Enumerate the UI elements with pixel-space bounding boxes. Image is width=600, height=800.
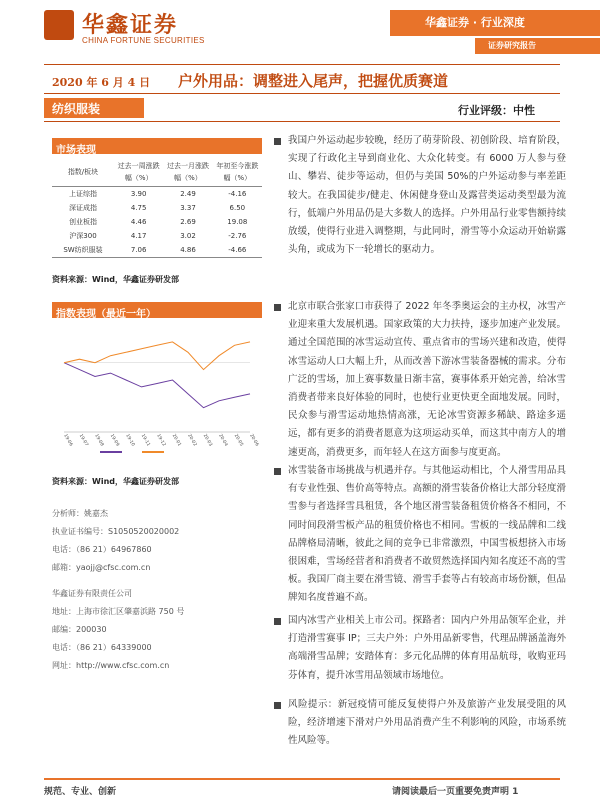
x-tick-label: 20-05 <box>232 433 244 448</box>
table-cell: 3.02 <box>180 232 196 240</box>
table-header-row <box>52 158 262 187</box>
table-cell: 2.49 <box>180 190 196 198</box>
chart-heading: 指数表现（最近一年） <box>56 309 156 320</box>
bullet-icon <box>274 138 281 145</box>
table-row <box>52 229 262 243</box>
table-cell: 4.46 <box>130 218 147 226</box>
paragraph-text: 风险提示：新冠疫情可能反复使得户外及旅游产业发展受阻的风险，经济增速下滑对户外用品消费产生不利影响的风险，市场系统性风险等。 <box>288 699 566 747</box>
column-header: 过去一周涨跌幅（%） <box>114 158 163 187</box>
paragraph-text: 北京市联合张家口市获得了 2022 年冬季奥运会的主办权，冰雪产业迎来重大发展机遇。国家政策的大力扶持，逐步加速产业发展。通过全国范围的冰雪运动宣传、重点省市的雪场兴建和改造，使得冰雪运动人口大幅上升，从而改善下游冰雪装备器械的需求。分布广泛的雪场，加上赛事数量日渐丰富，赛事体系开始完善，给冰雪消费者带来良好体验的同时，也使行业更快更全面地发展。同时，民众参与滑雪运动地热情高涨，无论冰雪资源多稀缺、路途多遥远，都有更多的消费者愿意为这项运动买单，而这其中南方人的增速更高，消费更多，而年轻人在这方面参与度更高。 <box>288 301 566 458</box>
series-line-1 <box>64 363 250 408</box>
table-cell: 3.37 <box>180 204 196 212</box>
sector-label: 纺织服装 <box>52 102 101 116</box>
company-website[interactable]: 网址：http://www.cfsc.com.cn <box>52 661 170 670</box>
x-tick-label: 19-09 <box>108 433 120 448</box>
legend-swatch-purple <box>100 451 122 453</box>
x-tick-label: 20-01 <box>170 433 182 448</box>
table-cell: -4.16 <box>228 190 247 198</box>
bullet-icon <box>274 468 281 475</box>
paragraph-text: 我国户外运动起步较晚，经历了萌芽阶段、初创阶段、培育阶段，实现了行政化主导到商业化、大众化转变。有 6000 万人参与登山、攀岩、徒步等运动，但仍与美国 50%的户外运动参与率差距较大。在我国徒步/健走、休闲健身登山及露营类运动类型最为流行，低端户外用品仍是大多数人的选择。户外用品行业零售额持续放缓，使得行业进入调整期，与此同时，滑雪等小众运动开始崭露头角，或成为下一轮增长的驱动力。 <box>288 135 566 256</box>
paragraph-5 <box>288 696 566 751</box>
footer-slogan: 规范、专业、创新 <box>44 787 117 797</box>
company-zip: 邮编：200030 <box>52 625 107 634</box>
analyst-cert: 执业证书编号：S1050520020002 <box>52 527 180 536</box>
table-row <box>52 215 262 229</box>
table-cell: 4.75 <box>130 204 147 212</box>
table-cell: 上证综指 <box>69 190 97 198</box>
table-cell: 2.69 <box>180 218 196 226</box>
table-cell: 深证成指 <box>69 204 97 212</box>
company-name: 华鑫证券有限责任公司 <box>52 589 132 598</box>
table-row <box>52 187 262 202</box>
header-band-text: 华鑫证券 · 行业深度 <box>425 16 525 29</box>
divider <box>44 64 560 65</box>
paragraph-2 <box>288 298 566 462</box>
table-cell: SW纺织服装 <box>63 246 103 254</box>
table-cell: 7.06 <box>130 246 147 254</box>
table-cell: 4.86 <box>180 246 196 254</box>
table-cell: -4.66 <box>228 246 247 254</box>
market-heading-band <box>52 138 262 154</box>
table-cell: 6.50 <box>229 204 246 212</box>
x-tick-label: 20-04 <box>217 433 229 448</box>
table-cell: 4.17 <box>130 232 147 240</box>
paragraph-text: 国内冰雪产业相关上市公司。探路者：国内户外用品领军企业，并打造滑雪赛事 IP；三夫户外：户外用品新零售，代理品牌涵盖海外高端滑雪品牌；安踏体育：多元化品牌的体育用品航母，收购亚玛芬体育，提升冰雪用品领域市场地位。 <box>288 615 566 681</box>
report-date: 2020 年 6 月 4 日 <box>52 76 151 89</box>
paragraph-text: 冰雪装备市场挑战与机遇并存。与其他运动相比，个人滑雪用品具有专业性强、售价高等特点。高额的滑雪装备价格让大部分轻度滑雪参与者选择雪具租赁，各个地区滑雪装备租赁价格各不相同，不同时间段滑雪板产品的租赁价格也不相同。雪板的一线品牌和二线品牌格局清晰，彼此之间的竞争已非常激烈，中国雪板想挤入市场很困难，雪场经营者和消费者不敢贸然选择国内知名度还不高的雪板。我国厂商主要在滑雪镜、滑雪手套等占有较高市场份额，但品牌知名度普遍不高。 <box>288 465 566 604</box>
report-title: 户外用品：调整进入尾声，把握优质赛道 <box>178 72 449 90</box>
x-tick-label: 20-06 <box>248 433 260 448</box>
chart-source: 资料来源：Wind，华鑫证券研发部 <box>52 477 179 486</box>
x-tick-label: 19-10 <box>124 433 136 448</box>
bullet-icon <box>274 702 281 709</box>
series-line-2 <box>64 342 250 370</box>
paragraph-3 <box>288 462 566 608</box>
x-tick-label: 20-02 <box>186 433 198 448</box>
table-cell: 沪深300 <box>69 232 97 240</box>
x-tick-label: 19-08 <box>93 433 105 448</box>
x-tick-label: 19-11 <box>139 433 151 448</box>
chart-layer <box>62 342 260 448</box>
company-logo-english: CHINA FORTUNE SECURITIES <box>82 36 205 45</box>
company-tel: 电话：（86 21）64339000 <box>52 643 152 652</box>
table-cell: 19.08 <box>227 218 248 226</box>
index-chart <box>52 322 262 460</box>
table-row <box>52 201 262 215</box>
x-tick-label: 19-07 <box>77 433 89 448</box>
column-header: 指数/板块 <box>52 158 114 187</box>
paragraph-1 <box>288 132 566 259</box>
table-cell: 创业板指 <box>69 218 97 226</box>
x-tick-label: 20-03 <box>201 433 213 448</box>
column-header: 过去一月涨跌幅（%） <box>163 158 212 187</box>
column-header: 年初至今涨跌幅（%） <box>213 158 262 187</box>
market-table <box>52 158 262 258</box>
table-cell: -2.76 <box>228 232 247 240</box>
market-heading: 市场表现 <box>56 145 96 156</box>
chart-heading-band <box>52 302 262 318</box>
table-row <box>52 243 262 258</box>
footer-disclaimer: 请阅读最后一页重要免责声明 1 <box>392 787 519 797</box>
chart-legend <box>100 448 164 456</box>
divider <box>44 121 560 122</box>
bullet-icon <box>274 618 281 625</box>
industry-rating: 行业评级：中性 <box>458 104 535 117</box>
table-cell: 3.90 <box>130 190 147 198</box>
x-tick-label: 19-06 <box>62 433 74 448</box>
footer-divider <box>44 778 560 780</box>
company-logo-text: 华鑫证券 <box>82 13 179 38</box>
analyst-email[interactable]: 邮箱：yaojj@cfsc.com.cn <box>52 563 151 572</box>
divider <box>44 93 560 94</box>
paragraph-4 <box>288 612 566 685</box>
logo-icon <box>44 10 74 40</box>
analyst-name: 分析师：姚嘉杰 <box>52 509 108 518</box>
report-type-label: 证券研究报告 <box>488 41 536 50</box>
legend-swatch-orange <box>142 451 164 453</box>
market-source: 资料来源：Wind，华鑫证券研发部 <box>52 275 179 284</box>
company-address: 地址：上海市徐汇区肇嘉浜路 750 号 <box>52 607 185 616</box>
analyst-tel: 电话：（86 21）64967860 <box>52 545 152 554</box>
x-tick-label: 19-12 <box>155 433 167 448</box>
bullet-icon <box>274 304 281 311</box>
